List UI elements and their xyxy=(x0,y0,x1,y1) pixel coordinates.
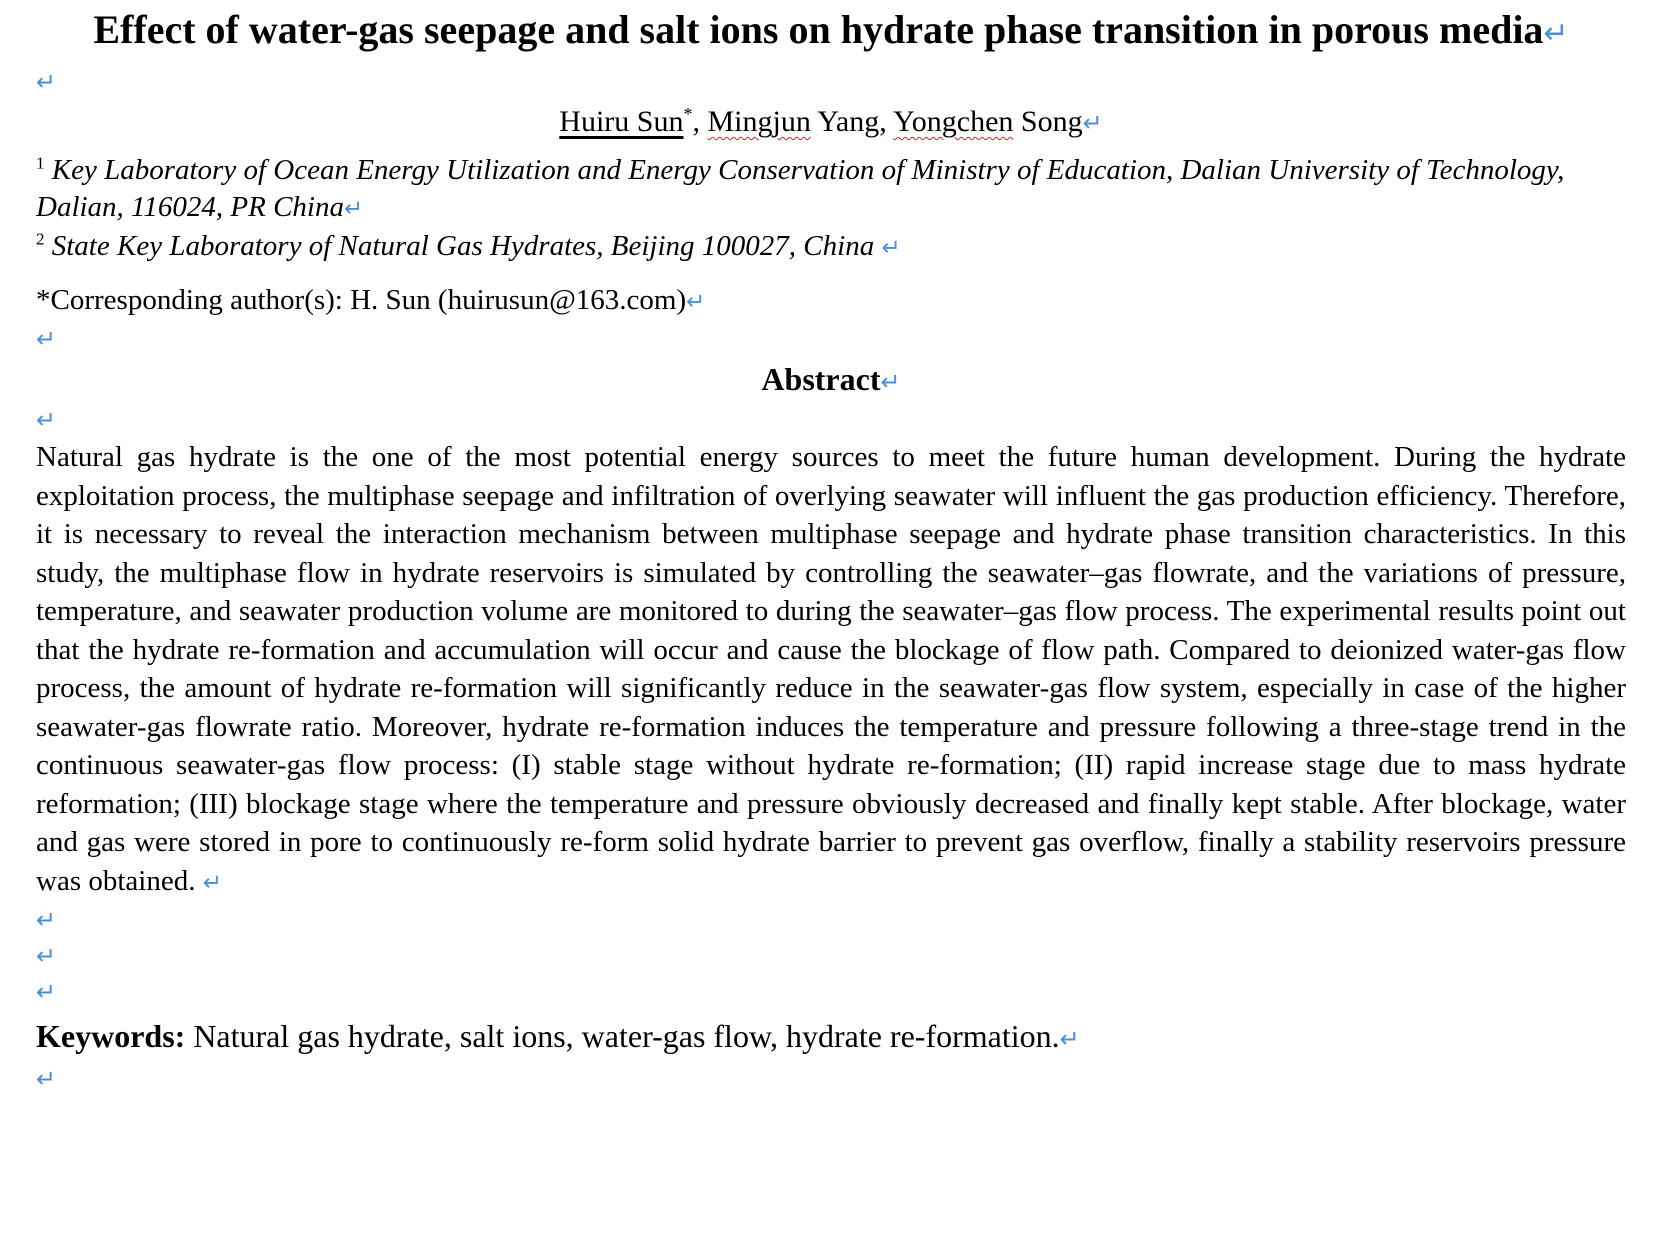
paragraph-mark-icon: ↵ xyxy=(343,196,364,222)
affiliation xyxy=(36,228,1626,267)
affiliation xyxy=(36,152,1626,228)
keywords-label: Keywords: xyxy=(36,1018,186,1054)
paragraph-mark-icon: ↵ xyxy=(686,289,706,315)
empty-paragraph xyxy=(36,64,1626,100)
author-separator: , xyxy=(879,105,894,138)
author-marker: * xyxy=(683,104,693,124)
paper-title xyxy=(36,0,1626,64)
empty-paragraph xyxy=(36,974,1626,1010)
empty-paragraph xyxy=(36,1061,1626,1097)
author-separator: , xyxy=(692,105,708,138)
abstract-heading-text: Abstract xyxy=(761,361,881,397)
paragraph-mark-icon: ↵ xyxy=(36,978,57,1006)
document-page xyxy=(36,0,1626,1097)
keywords-text: Natural gas hydrate, salt ions, water-gas flow, hydrate re-formation. xyxy=(185,1018,1060,1054)
affiliation-number: 2 xyxy=(36,229,45,249)
paragraph-mark-icon: ↵ xyxy=(881,235,901,261)
empty-paragraph xyxy=(36,938,1626,974)
paragraph-mark-icon: ↵ xyxy=(1082,109,1103,137)
corresponding-author-text: *Corresponding author(s): H. Sun (huirusun@163.com) xyxy=(36,284,687,316)
abstract-body xyxy=(36,438,1626,902)
paragraph-mark-icon: ↵ xyxy=(1059,1025,1080,1053)
author-name: Song xyxy=(1013,105,1083,138)
author-name: Yongchen xyxy=(893,105,1014,138)
affiliation-text: Key Laboratory of Ocean Energy Utilization and Energy Conservation of Ministry of Education, Dalian University of Technology, Dalian, 116024, PR China xyxy=(36,154,1565,223)
paragraph-mark-icon: ↵ xyxy=(1543,16,1569,51)
author-name: Mingjun xyxy=(707,105,811,138)
paragraph-mark-icon: ↵ xyxy=(36,325,57,353)
paper-title-text: Effect of water-gas seepage and salt ions on hydrate phase transition in porous media xyxy=(93,7,1544,52)
paragraph-mark-icon: ↵ xyxy=(36,942,57,970)
paragraph-mark-icon: ↵ xyxy=(202,869,222,896)
empty-paragraph xyxy=(36,902,1626,938)
corresponding-author xyxy=(36,281,1626,321)
affiliation-text: State Key Laboratory of Natural Gas Hydrates, Beijing 100027, China xyxy=(44,230,882,262)
abstract-heading xyxy=(36,359,1626,402)
author-name: Yang xyxy=(810,105,880,138)
empty-paragraph xyxy=(36,321,1626,357)
paragraph-mark-icon: ↵ xyxy=(36,906,57,934)
author-name: Huiru Sun xyxy=(559,105,684,138)
paragraph-mark-icon: ↵ xyxy=(36,68,57,96)
paragraph-mark-icon: ↵ xyxy=(36,1065,57,1093)
abstract-text: Natural gas hydrate is the one of the most potential energy sources to meet the future human development. During the hydrate exploitation process, the multiphase seepage and infiltration of overlying seawater will influent the gas production efficiency. Therefore, it is necessary to reveal the interaction mechanism between multiphase seepage and hydrate phase transition characteristics. In this study, the multiphase flow in hydrate reservoirs is simulated by controlling the seawater–gas flowrate, and the variations of pressure, temperature, and seawater production volume are monitored to during the seawater–gas flow process. The experimental results point out that the hydrate re-formation and accumulation will occur and cause the blockage of flow path. Compared to deionized water-gas flow process, the amount of hydrate re-formation will significantly reduce in the seawater-gas flow system, especially in case of the higher seawater-gas flowrate ratio. Moreover, hydrate re-formation induces the temperature and pressure following a three-stage trend in the continuous seawater-gas flow process: (I) stable stage without hydrate re-formation; (II) rapid increase stage due to mass hydrate reformation; (III) blockage stage where the temperature and pressure obviously decreased and finally kept stable. After blockage, water and gas were stored in pore to continuously re-form solid hydrate barrier to prevent gas overflow, finally a stability reservoirs pressure was obtained. xyxy=(36,441,1626,897)
empty-paragraph xyxy=(36,402,1626,438)
author-list xyxy=(36,100,1626,144)
keywords-line xyxy=(36,1014,1626,1061)
affiliation-number: 1 xyxy=(36,153,45,173)
paragraph-mark-icon: ↵ xyxy=(880,368,901,396)
paragraph-mark-icon: ↵ xyxy=(36,406,57,434)
